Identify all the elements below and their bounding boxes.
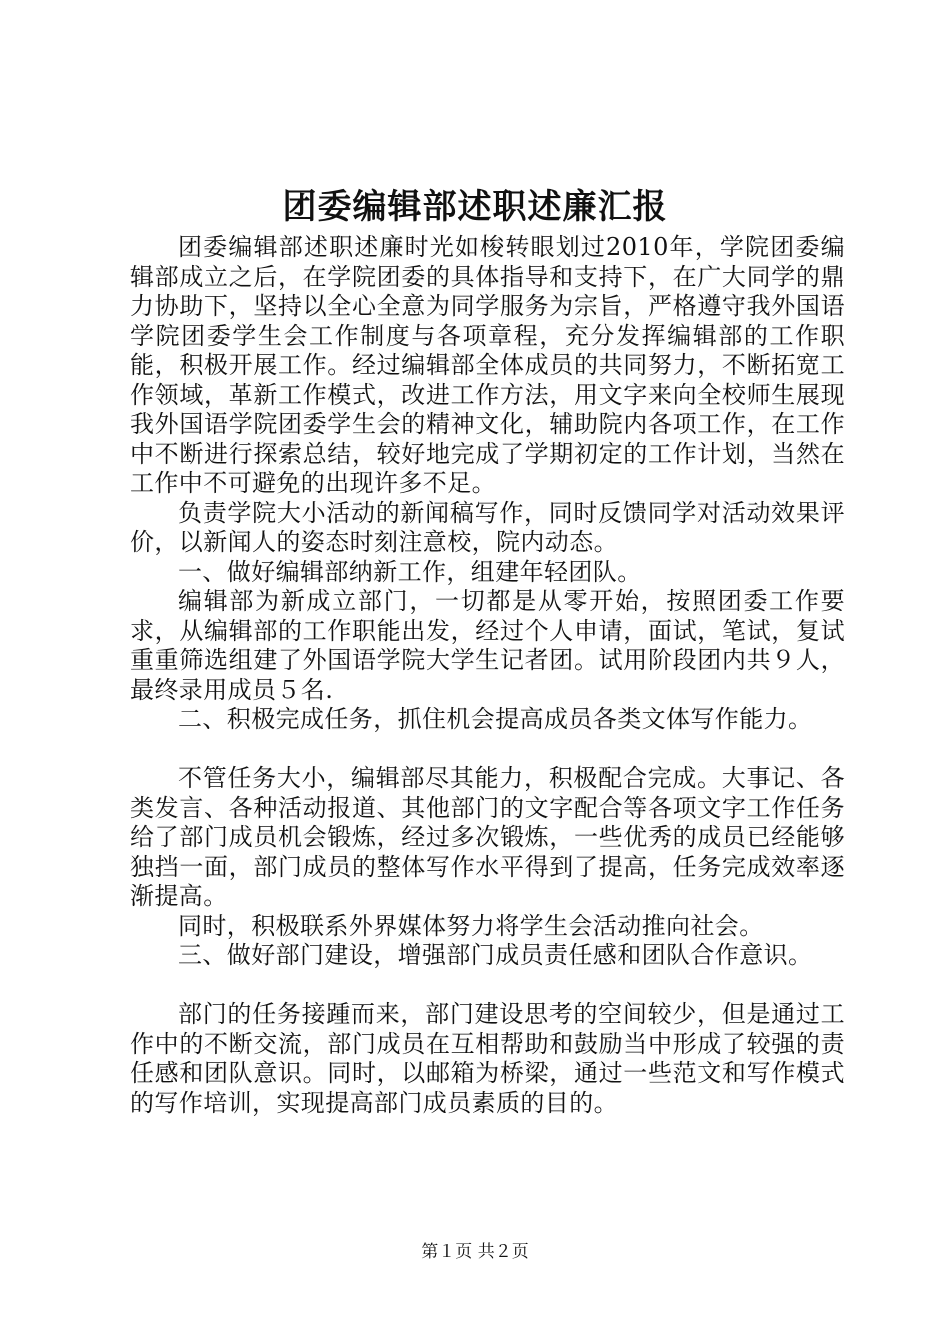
section-heading-3: 三、做好部门建设，增强部门成员责任感和团队合作意识。 [178,941,813,969]
paragraph-team-building: 部门的任务接踵而来，部门建设思考的空间较少，但是通过工作中的不断交流，部门成员在互相帮助和鼓励当中形成了较强的责任感和团队意识。同时，以邮箱为桥梁，通过一些范文和写作模式的写作培训，实现提高部门成员素质的目的。 [130,1000,845,1117]
paragraph-tasks: 不管任务大小，编辑部尽其能力，积极配合完成。大事记、各类发言、各种活动报道、其他部门的文字配合等各项文字工作任务给了部门成员机会锻炼，经过多次锻炼，一些优秀的成员已经能够独挡一面，部门成员的整体写作水平得到了提高，任务完成效率逐渐提高。 [130,764,845,910]
paragraph-news-writing: 负责学院大小活动的新闻稿写作，同时反馈同学对活动效果评价，以新闻人的姿态时刻注意校，院内动态。 [130,498,845,556]
section-heading-2: 二、积极完成任务，抓住机会提高成员各类文体写作能力。 [178,705,813,733]
document-title: 团委编辑部述职述廉汇报 [282,187,668,227]
section-heading-1: 一、做好编辑部纳新工作，组建年轻团队。 [178,557,642,586]
document-body [130,233,845,1118]
paragraph-recruitment: 编辑部为新成立部门，一切都是从零开始，按照团委工作要求，从编辑部的工作职能出发，经过个人申请，面试，笔试，复试重重筛选组建了外国语学院大学生记者团。试用阶段团内共９人，最终录用成员５名. [130,587,845,704]
paragraph-media: 同时，积极联系外界媒体努力将学生会活动推向社会。 [178,911,764,940]
page-footer: 第１页 共２页 [421,1242,529,1262]
paragraph-intro: 团委编辑部述职述廉时光如梭转眼划过2010年，学院团委编辑部成立之后，在学院团委的具体指导和支持下，在广大同学的鼎力协助下，坚持以全心全意为同学服务为宗旨，严格遵守我外国语学院团委学生会工作制度与各项章程，充分发挥编辑部的工作职能，积极开展工作。经过编辑部全体成员的共同努力，不断拓宽工作领域，革新工作模式，改进工作方法，用文字来向全校师生展现我外国语学院团委学生会的精神文化，辅助院内各项工作，在工作中不断进行探索总结，较好地完成了学期初定的工作计划，当然在工作中不可避免的出现许多不足。 [130,233,845,497]
